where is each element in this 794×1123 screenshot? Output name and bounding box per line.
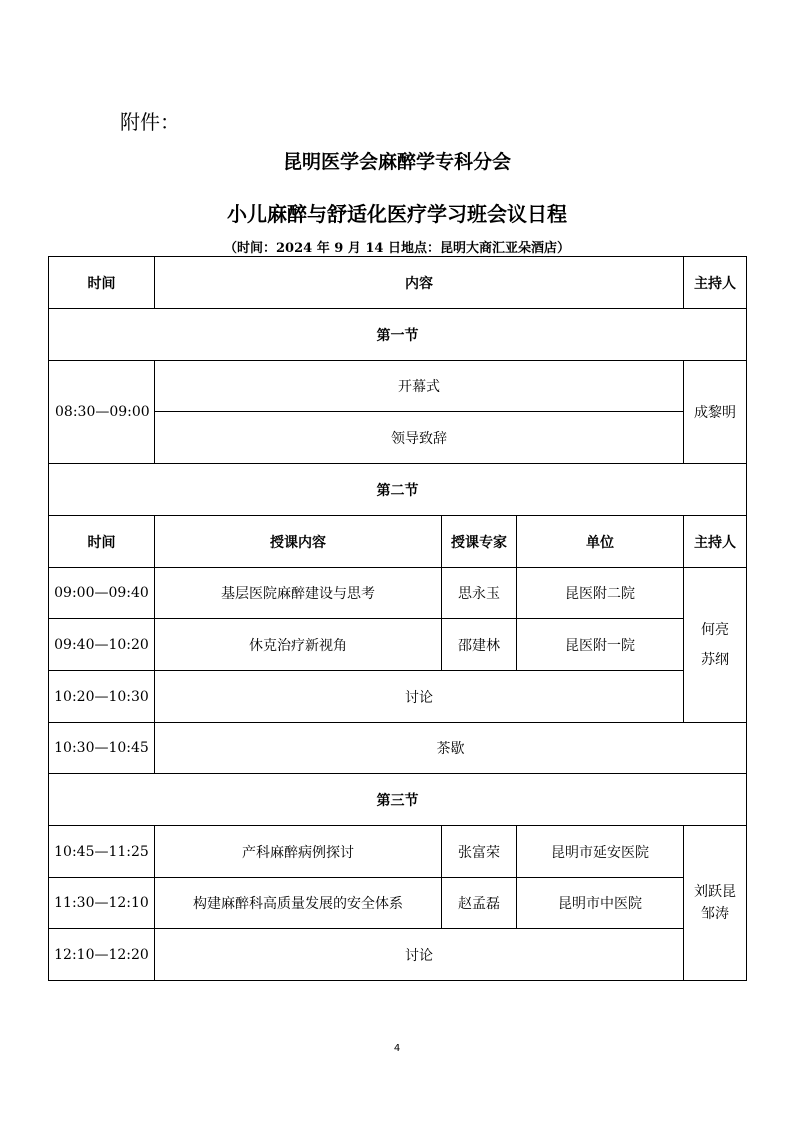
section-row bbox=[49, 464, 747, 516]
host-name: 邹涛 bbox=[701, 906, 730, 922]
table-row bbox=[49, 361, 747, 412]
page-number: 4 bbox=[393, 1043, 401, 1054]
table-row bbox=[49, 619, 747, 671]
header-time: 时间 bbox=[49, 516, 155, 568]
row-time: 09:00—09:40 bbox=[49, 568, 155, 619]
row-unit: 昆医附一院 bbox=[517, 619, 684, 671]
section-2-label: 第二节 bbox=[49, 464, 747, 516]
host-name: 苏纲 bbox=[701, 652, 730, 668]
row-content: 构建麻醉科高质量发展的安全体系 bbox=[155, 878, 442, 929]
row-speaker: 邵建林 bbox=[442, 619, 517, 671]
header-content: 内容 bbox=[155, 257, 684, 309]
table-row bbox=[49, 723, 747, 774]
header-speaker: 授课专家 bbox=[442, 516, 517, 568]
table-row bbox=[49, 568, 747, 619]
section-3-host bbox=[684, 826, 747, 981]
row-speaker: 思永玉 bbox=[442, 568, 517, 619]
row-content: 讨论 bbox=[155, 929, 684, 981]
section-1-item: 开幕式 bbox=[155, 361, 684, 412]
attachment-label: 附件： bbox=[120, 110, 180, 134]
row-content: 休克治疗新视角 bbox=[155, 619, 442, 671]
break-content: 茶歇 bbox=[155, 723, 747, 774]
header-unit: 单位 bbox=[517, 516, 684, 568]
row-time: 11:30—12:10 bbox=[49, 878, 155, 929]
row-unit: 昆明市延安医院 bbox=[517, 826, 684, 878]
section-row bbox=[49, 774, 747, 826]
row-speaker: 张富荣 bbox=[442, 826, 517, 878]
table-row bbox=[49, 671, 747, 723]
row-time: 12:10—12:20 bbox=[49, 929, 155, 981]
row-content: 基层医院麻醉建设与思考 bbox=[155, 568, 442, 619]
row-unit: 昆医附二院 bbox=[517, 568, 684, 619]
section-1-host: 成黎明 bbox=[684, 361, 747, 464]
row-content: 产科麻醉病例探讨 bbox=[155, 826, 442, 878]
table-row bbox=[49, 929, 747, 981]
host-name: 何亮 bbox=[701, 622, 730, 638]
break-time: 10:30—10:45 bbox=[49, 723, 155, 774]
document-title: 昆明医学会麻醉学专科分会 bbox=[282, 151, 511, 173]
time-location-note: （时间：2024 年 9 月 14 日地点：昆明大商汇亚朵酒店） bbox=[224, 241, 570, 256]
schedule-table bbox=[48, 256, 747, 981]
table-header-row bbox=[49, 516, 747, 568]
section-1-item: 领导致辞 bbox=[155, 412, 684, 464]
table-row bbox=[49, 826, 747, 878]
row-time: 09:40—10:20 bbox=[49, 619, 155, 671]
section-1-time: 08:30—09:00 bbox=[49, 361, 155, 464]
row-time: 10:20—10:30 bbox=[49, 671, 155, 723]
row-unit: 昆明市中医院 bbox=[517, 878, 684, 929]
header-host: 主持人 bbox=[684, 257, 747, 309]
section-1-label: 第一节 bbox=[49, 309, 747, 361]
header-lecture-content: 授课内容 bbox=[155, 516, 442, 568]
table-header-row bbox=[49, 257, 747, 309]
section-row bbox=[49, 309, 747, 361]
header-host: 主持人 bbox=[684, 516, 747, 568]
document-subtitle-title: 小儿麻醉与舒适化医疗学习班会议日程 bbox=[227, 202, 567, 226]
header-time: 时间 bbox=[49, 257, 155, 309]
host-name: 刘跃昆 bbox=[694, 884, 737, 900]
table-row bbox=[49, 878, 747, 929]
row-content: 讨论 bbox=[155, 671, 684, 723]
section-3-label: 第三节 bbox=[49, 774, 747, 826]
row-time: 10:45—11:25 bbox=[49, 826, 155, 878]
row-speaker: 赵孟磊 bbox=[442, 878, 517, 929]
section-2-host bbox=[684, 568, 747, 723]
